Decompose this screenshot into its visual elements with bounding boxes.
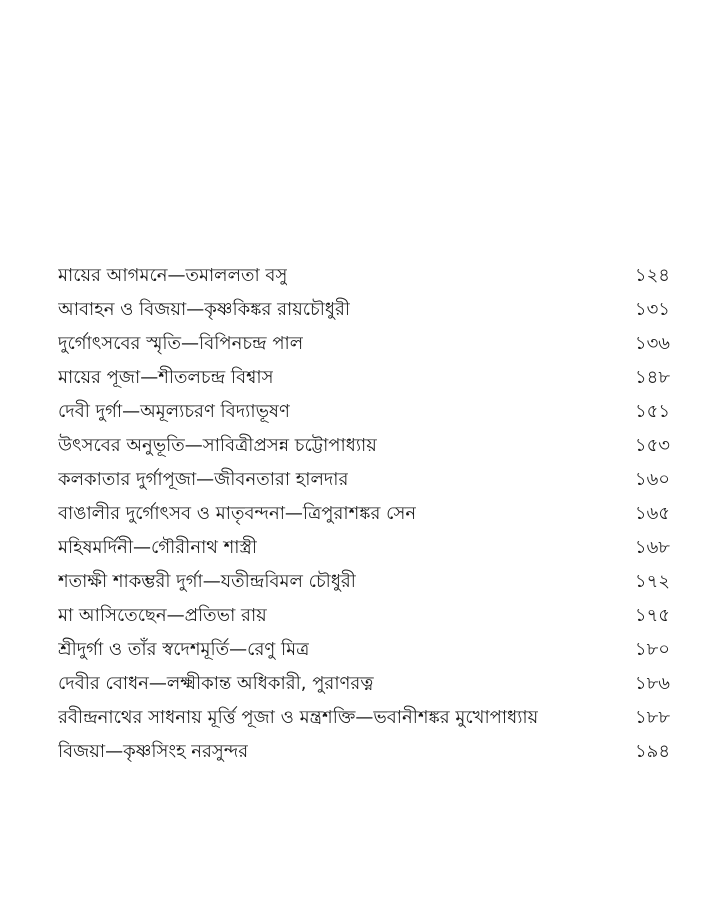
entry-page-number: ১৩৬ <box>634 333 670 354</box>
entry-title: বিজয়া—কৃষ্ণসিংহ নরসুন্দর <box>58 741 249 762</box>
toc-entry <box>58 463 670 497</box>
entry-page-number: ১৫১ <box>634 401 670 422</box>
entry-title: বাঙালীর দুর্গোৎসব ও মাতৃবন্দনা—ত্রিপুরাশঙ্কর সেন <box>58 503 417 524</box>
table-of-contents <box>58 259 670 769</box>
toc-entry <box>58 633 670 667</box>
toc-entry <box>58 667 670 701</box>
entry-title: মায়ের আগমনে—তমাললতা বসু <box>58 265 288 286</box>
entry-title: দুর্গোৎসবের স্মৃতি—বিপিনচন্দ্র পাল <box>58 333 304 354</box>
toc-entry <box>58 259 670 293</box>
entry-title: কলকাতার দুর্গাপূজা—জীবনতারা হালদার <box>58 469 349 490</box>
toc-entry <box>58 565 670 599</box>
entry-page-number: ১৯৪ <box>634 741 670 762</box>
entry-page-number: ১৬০ <box>634 469 670 490</box>
toc-entry <box>58 395 670 429</box>
entry-title: মায়ের পূজা—শীতলচন্দ্র বিশ্বাস <box>58 367 274 388</box>
entry-title: দেবীর বোধন—লক্ষ্মীকান্ত অধিকারী, পুরাণরত্ন <box>58 673 374 694</box>
entry-title: রবীন্দ্রনাথের সাধনায় মূর্ত্তি পূজা ও মন্ত্রশক্তি—ভবানীশঙ্কর মুখোপাধ্যায় <box>58 707 539 728</box>
toc-entry <box>58 701 670 735</box>
entry-title: শতাক্ষী শাকম্ভরী দুর্গা—যতীন্দ্রবিমল চৌধুরী <box>58 571 356 592</box>
entry-page-number: ১৭৫ <box>634 605 670 626</box>
entry-page-number: ১৪৮ <box>634 367 670 388</box>
entry-title: মা আসিতেছেন—প্রতিভা রায় <box>58 605 267 626</box>
entry-page-number: ১৮৬ <box>634 673 670 694</box>
toc-entry <box>58 429 670 463</box>
entry-page-number: ১৮০ <box>634 639 670 660</box>
entry-title: শ্রীদুর্গা ও তাঁর স্বদেশমূর্তি—রেণু মিত্র <box>58 639 310 660</box>
toc-entry <box>58 293 670 327</box>
toc-entry <box>58 497 670 531</box>
entry-page-number: ১৬৮ <box>634 537 670 558</box>
toc-entry <box>58 327 670 361</box>
entry-page-number: ১৬৫ <box>634 503 670 524</box>
toc-entry <box>58 361 670 395</box>
entry-page-number: ১৫৩ <box>634 435 670 456</box>
entry-title: উৎসবের অনুভূতি—সাবিত্রীপ্রসন্ন চট্টোপাধ্যায় <box>58 435 377 456</box>
toc-entry <box>58 735 670 769</box>
toc-entry <box>58 531 670 565</box>
entry-title: মহিষমর্দিনী—গৌরীনাথ শাস্ত্রী <box>58 537 258 558</box>
entry-title: দেবী দুর্গা—অমূল্যচরণ বিদ্যাভূষণ <box>58 401 290 422</box>
entry-page-number: ১৭২ <box>634 571 670 592</box>
entry-page-number: ১৩১ <box>634 299 670 320</box>
entry-page-number: ১৮৮ <box>634 707 670 728</box>
entry-page-number: ১২৪ <box>634 265 670 286</box>
toc-entry <box>58 599 670 633</box>
entry-title: আবাহন ও বিজয়া—কৃষ্ণকিঙ্কর রায়চৌধুরী <box>58 299 351 320</box>
